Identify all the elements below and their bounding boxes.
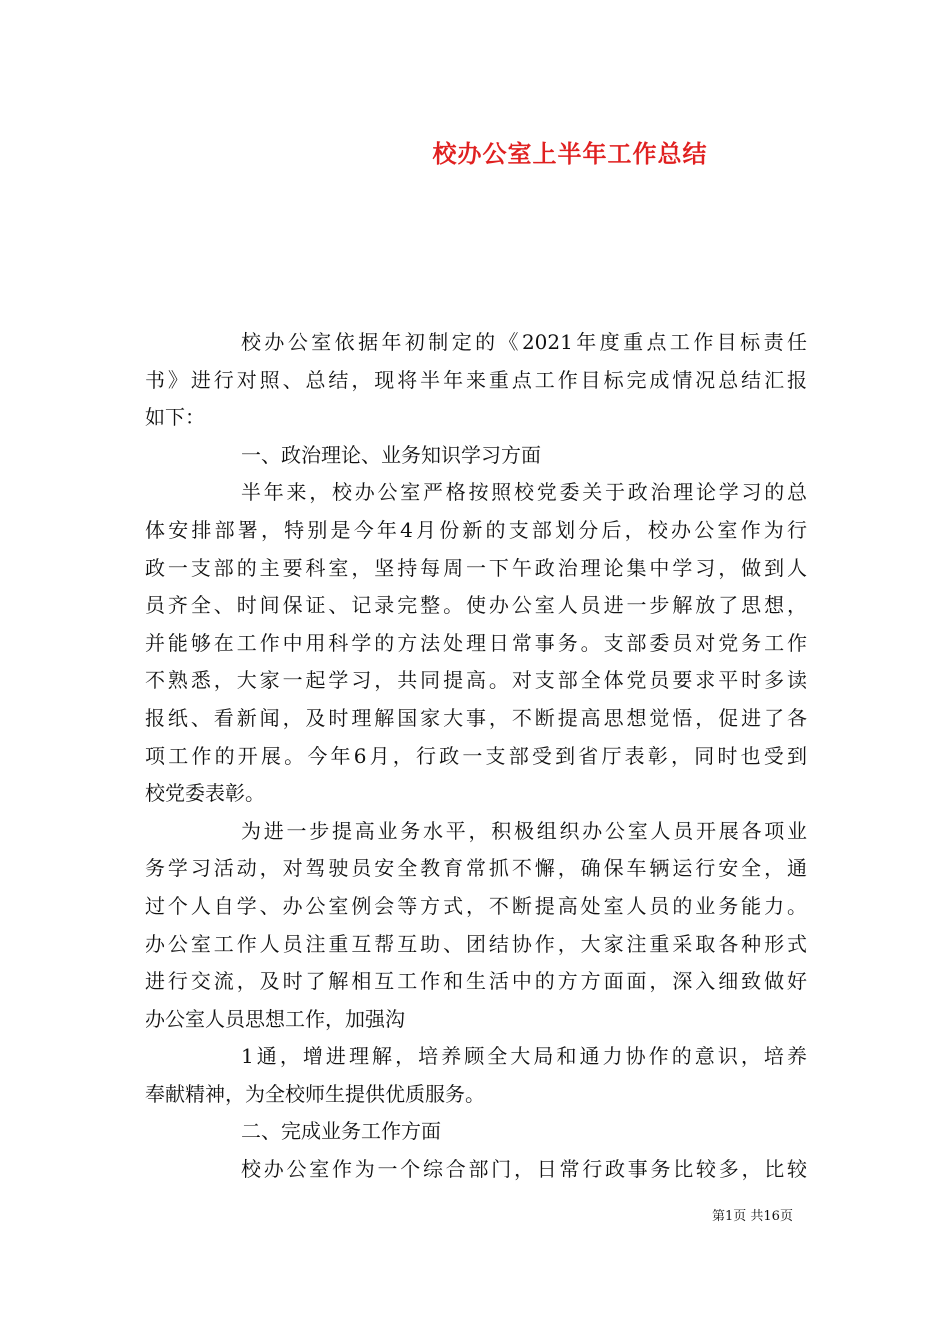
text-line: 二、完成业务工作方面 xyxy=(241,1119,441,1144)
text-line: 办公室人员思想工作，加强沟 xyxy=(145,1006,405,1031)
text-line: 体安排部署，特别是今年4月份新的支部划分后，校办公室作为行 xyxy=(145,517,807,542)
text-line: 报纸、看新闻，及时理解国家大事，不断提高思想觉悟，促进了各 xyxy=(145,705,807,730)
text-line: 一、政治理论、业务知识学习方面 xyxy=(241,442,541,467)
text-line: 1通，增进理解，培养顾全大局和通力协作的意识，培养 xyxy=(241,1044,807,1069)
text-line: 校办公室作为一个综合部门，日常行政事务比较多，比较 xyxy=(241,1157,807,1182)
text-line: 半年来，校办公室严格按照校党委关于政治理论学习的总 xyxy=(241,480,807,505)
text-line: 进行交流，及时了解相互工作和生活中的方方面面，深入细致做好 xyxy=(145,969,807,994)
text-line: 务学习活动，对驾驶员安全教育常抓不懈，确保车辆运行安全，通 xyxy=(145,856,807,881)
document-body xyxy=(145,324,807,1189)
text-line: 书》进行对照、总结，现将半年来重点工作目标完成情况总结汇报 xyxy=(145,367,807,392)
page-footer: 第1页 共16页 xyxy=(712,1209,793,1224)
text-line: 政一支部的主要科室，坚持每周一下午政治理论集中学习，做到人 xyxy=(145,555,807,580)
text-line: 办公室工作人员注重互帮互助、团结协作，大家注重采取各种形式 xyxy=(145,931,807,956)
text-line: 校办公室依据年初制定的《2021年度重点工作目标责任 xyxy=(241,330,807,354)
text-line: 为进一步提高业务水平，积极组织办公室人员开展各项业 xyxy=(241,818,807,843)
text-line: 并能够在工作中用科学的方法处理日常事务。支部委员对党务工作 xyxy=(145,630,807,655)
text-line: 员齐全、时间保证、记录完整。使办公室人员进一步解放了思想， xyxy=(145,593,807,618)
text-line: 过个人自学、办公室例会等方式，不断提高处室人员的业务能力。 xyxy=(145,893,807,918)
document-title: 校办公室上半年工作总结 xyxy=(432,140,708,168)
text-line: 项工作的开展。今年6月，行政一支部受到省厅表彰，同时也受到 xyxy=(145,743,807,768)
text-line: 校党委表彰。 xyxy=(145,781,265,806)
text-line: 奉献精神，为全校师生提供优质服务。 xyxy=(145,1081,485,1106)
text-line: 不熟悉，大家一起学习，共同提高。对支部全体党员要求平时多读 xyxy=(145,668,807,693)
text-line: 如下： xyxy=(145,405,205,430)
